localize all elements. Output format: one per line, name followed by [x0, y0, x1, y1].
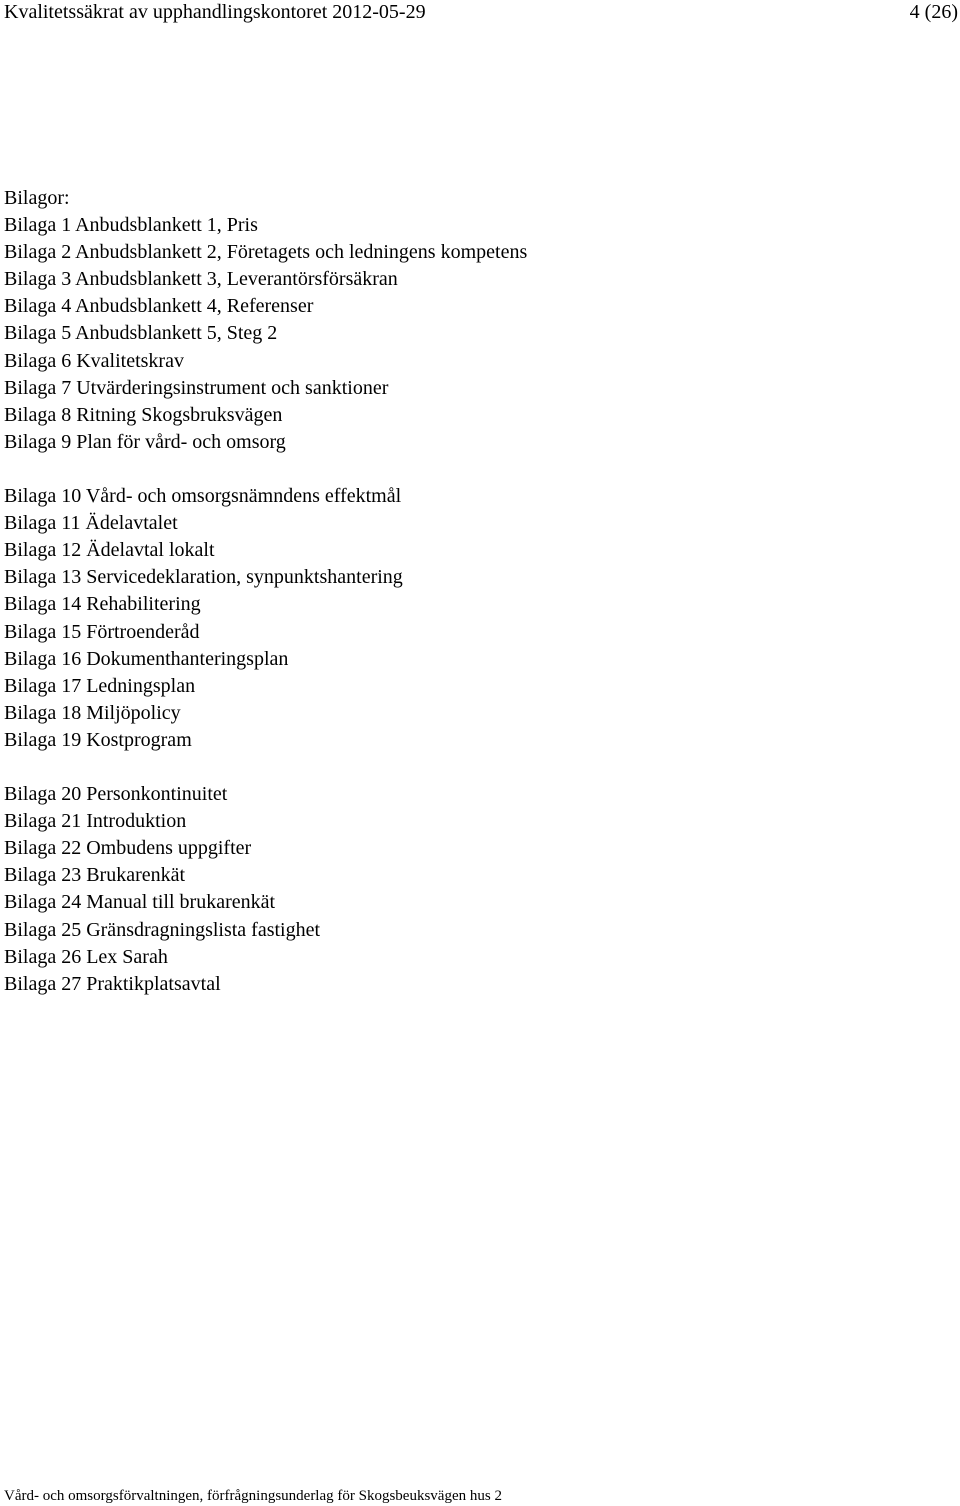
- list-item: Bilaga 9 Plan för vård- och omsorg: [4, 430, 286, 453]
- list-item: Bilaga 6 Kvalitetskrav: [4, 349, 184, 372]
- list-item: Bilaga 10 Vård- och omsorgsnämndens effektmål: [4, 485, 402, 508]
- list-item: Bilaga 11 Ädelavtalet: [4, 512, 178, 535]
- list-item: Bilaga 2 Anbudsblankett 2, Företagets och ledningens kompetens: [4, 241, 528, 264]
- list-item: Bilaga 24 Manual till brukarenkät: [4, 891, 276, 914]
- list-item: Bilaga 22 Ombudens uppgifter: [4, 837, 252, 860]
- header-title: Kvalitetssäkrat av upphandlingskontoret 2012-05-29: [4, 1, 426, 23]
- list-item: Bilaga 8 Ritning Skogsbruksvägen: [4, 403, 283, 426]
- list-item: Bilaga 4 Anbudsblankett 4, Referenser: [4, 295, 314, 318]
- list-item: Bilaga 19 Kostprogram: [4, 728, 192, 751]
- list-item: Bilaga 1 Anbudsblankett 1, Pris: [4, 214, 258, 237]
- list-item: Bilaga 7 Utvärderingsinstrument och sanktioner: [4, 376, 389, 399]
- spacer: [4, 754, 944, 781]
- list-item: Bilaga 17 Ledningsplan: [4, 674, 196, 697]
- page-number: 4 (26): [909, 1, 958, 23]
- list-item: Bilaga 12 Ädelavtal lokalt: [4, 539, 215, 562]
- list-item: Bilaga 25 Gränsdragningslista fastighet: [4, 918, 321, 941]
- list-item: Bilaga 3 Anbudsblankett 3, Leverantörsförsäkran: [4, 268, 398, 291]
- list-item: Bilaga 18 Miljöpolicy: [4, 701, 181, 724]
- spacer: [4, 456, 944, 483]
- list-item: Bilaga 5 Anbudsblankett 5, Steg 2: [4, 322, 278, 345]
- list-item: Bilaga 16 Dokumenthanteringsplan: [4, 647, 289, 670]
- list-item: Bilaga 14 Rehabilitering: [4, 593, 201, 616]
- attachments-list: [4, 185, 944, 998]
- list-item: Bilaga 15 Förtroenderåd: [4, 620, 200, 643]
- list-item: Bilaga 26 Lex Sarah: [4, 945, 168, 968]
- list-item: Bilaga 23 Brukarenkät: [4, 864, 186, 887]
- list-item: Bilaga 21 Introduktion: [4, 810, 187, 833]
- list-item: Bilaga 20 Personkontinuitet: [4, 783, 228, 806]
- page-footer: Vård- och omsorgsförvaltningen, förfrågningsunderlag för Skogsbeuksvägen hus 2: [4, 1488, 502, 1504]
- list-item: Bilaga 13 Servicedeklaration, synpunktshantering: [4, 566, 403, 589]
- list-item: Bilaga 27 Praktikplatsavtal: [4, 972, 221, 995]
- attachments-heading: Bilagor:: [4, 187, 70, 209]
